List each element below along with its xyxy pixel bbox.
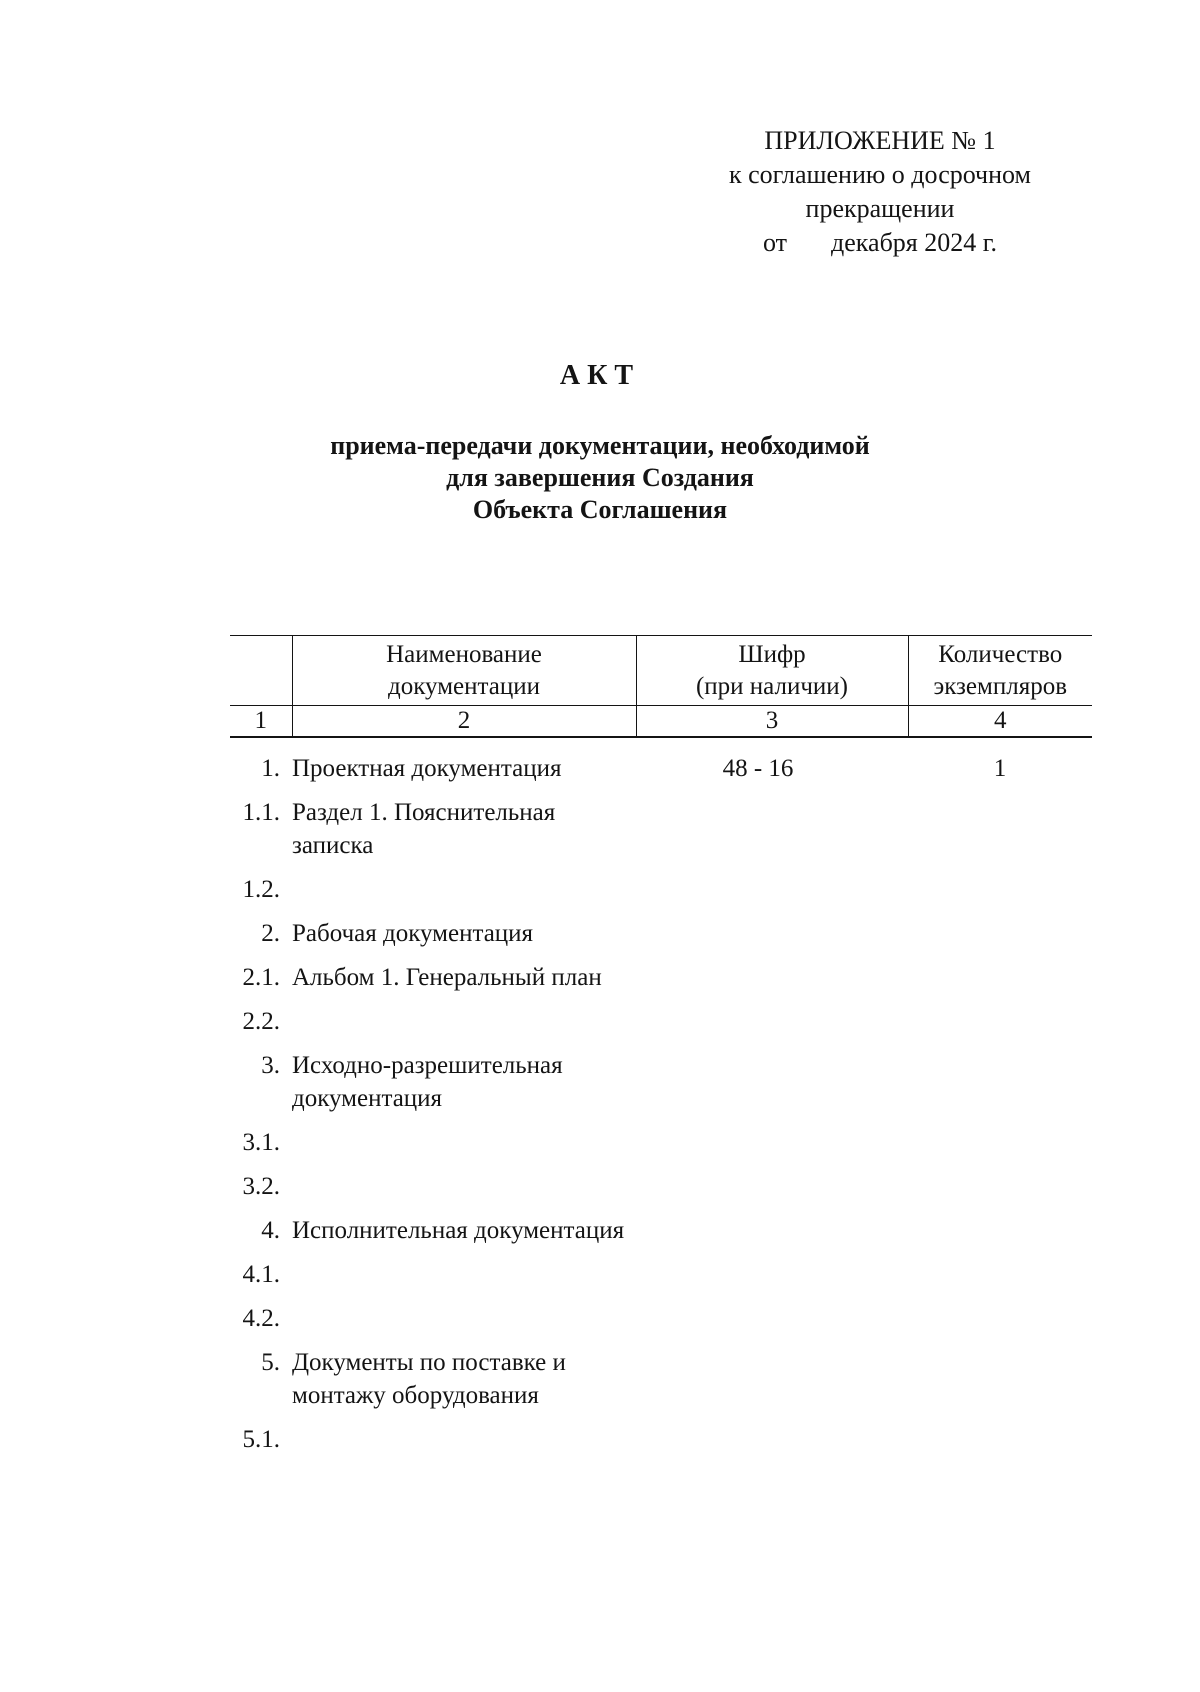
table-row	[230, 1258, 1092, 1302]
column-number: 4	[908, 706, 1092, 738]
table-row	[230, 1005, 1092, 1049]
row-quantity	[908, 1126, 1092, 1170]
row-name	[292, 873, 636, 917]
annex-reference-cont: прекращении	[805, 194, 955, 223]
row-quantity	[908, 1170, 1092, 1214]
row-number: 3.	[261, 1052, 280, 1079]
row-cipher	[636, 917, 908, 961]
row-number: 2.2.	[242, 1008, 280, 1035]
header-quantity: Количество экземпляров	[908, 636, 1092, 706]
subtitle-line-1: приема-передачи документации, необходимой	[330, 431, 870, 460]
column-number: 1	[230, 706, 292, 738]
row-cipher	[636, 1214, 908, 1258]
row-number: 4.	[261, 1217, 280, 1244]
table-row	[230, 917, 1092, 961]
row-number: 2.	[261, 920, 280, 947]
row-name	[292, 1302, 636, 1346]
annex-date	[700, 226, 1060, 260]
table-row	[230, 873, 1092, 917]
column-number: 3	[636, 706, 908, 738]
row-number: 4.1.	[242, 1261, 280, 1288]
row-quantity	[908, 917, 1092, 961]
table-row	[230, 1302, 1092, 1346]
act-title: АКТ	[559, 360, 641, 391]
row-name: Альбом 1. Генеральный план	[292, 964, 602, 991]
column-number: 2	[292, 706, 636, 738]
row-name: Исходно-разрешительная документация	[292, 1052, 563, 1112]
subtitle-line-2: для завершения Создания	[446, 463, 754, 492]
row-cipher	[636, 961, 908, 1005]
row-number: 3.2.	[242, 1173, 280, 1200]
row-number: 4.2.	[242, 1305, 280, 1332]
table-row	[230, 796, 1092, 873]
table-row	[230, 1170, 1092, 1214]
row-cipher	[636, 1170, 908, 1214]
row-quantity	[908, 1302, 1092, 1346]
row-number: 1.2.	[242, 876, 280, 903]
row-cipher	[636, 1005, 908, 1049]
row-name: Раздел 1. Пояснительная записка	[292, 799, 556, 859]
table-row	[230, 1126, 1092, 1170]
row-name: Проектная документация	[292, 755, 562, 782]
table-header-row	[230, 636, 1092, 706]
row-name	[292, 1005, 636, 1049]
annex-header	[700, 124, 1060, 260]
row-quantity	[908, 873, 1092, 917]
row-quantity	[908, 961, 1092, 1005]
annex-date-prefix: от	[763, 228, 788, 257]
header-cipher: Шифр (при наличии)	[636, 636, 908, 706]
row-quantity	[908, 1423, 1092, 1467]
table-row	[230, 737, 1092, 796]
table-row	[230, 1423, 1092, 1467]
row-cipher	[636, 1423, 908, 1467]
row-cipher	[636, 1049, 908, 1126]
act-subtitle	[0, 430, 1200, 526]
row-cipher	[636, 1126, 908, 1170]
row-cipher	[636, 1346, 908, 1423]
row-cipher	[636, 796, 908, 873]
row-name	[292, 1423, 636, 1467]
row-cipher	[636, 1302, 908, 1346]
row-number: 1.	[261, 755, 280, 782]
table-row	[230, 1214, 1092, 1258]
row-cipher	[636, 873, 908, 917]
table-body	[230, 737, 1092, 1467]
row-quantity	[908, 796, 1092, 873]
header-number	[230, 636, 292, 706]
header-name: Наименование документации	[292, 636, 636, 706]
row-name: Документы по поставке и монтажу оборудования	[292, 1349, 566, 1409]
row-name	[292, 1170, 636, 1214]
row-name	[292, 1126, 636, 1170]
subtitle-line-3: Объекта Соглашения	[472, 495, 728, 524]
row-number: 5.1.	[242, 1426, 280, 1453]
documentation-table	[230, 635, 1092, 1467]
row-quantity	[908, 1346, 1092, 1423]
row-cipher	[636, 1258, 908, 1302]
table-row	[230, 1346, 1092, 1423]
row-number: 3.1.	[242, 1129, 280, 1156]
row-name: Рабочая документация	[292, 920, 534, 947]
row-cipher: 48 - 16	[722, 755, 794, 782]
annex-number: ПРИЛОЖЕНИЕ № 1	[764, 126, 996, 155]
column-numbers-row	[230, 706, 1092, 738]
row-quantity	[908, 1005, 1092, 1049]
table-row	[230, 1049, 1092, 1126]
row-number: 5.	[261, 1349, 280, 1376]
row-name	[292, 1258, 636, 1302]
row-name: Исполнительная документация	[292, 1217, 625, 1244]
annex-date-value: декабря 2024 г.	[831, 228, 997, 257]
row-quantity	[908, 1049, 1092, 1126]
row-quantity: 1	[993, 755, 1007, 782]
row-number: 2.1.	[242, 964, 280, 991]
row-quantity	[908, 1214, 1092, 1258]
table-row	[230, 961, 1092, 1005]
row-number: 1.1.	[242, 799, 280, 826]
row-quantity	[908, 1258, 1092, 1302]
annex-reference: к соглашению о досрочном	[728, 160, 1032, 189]
